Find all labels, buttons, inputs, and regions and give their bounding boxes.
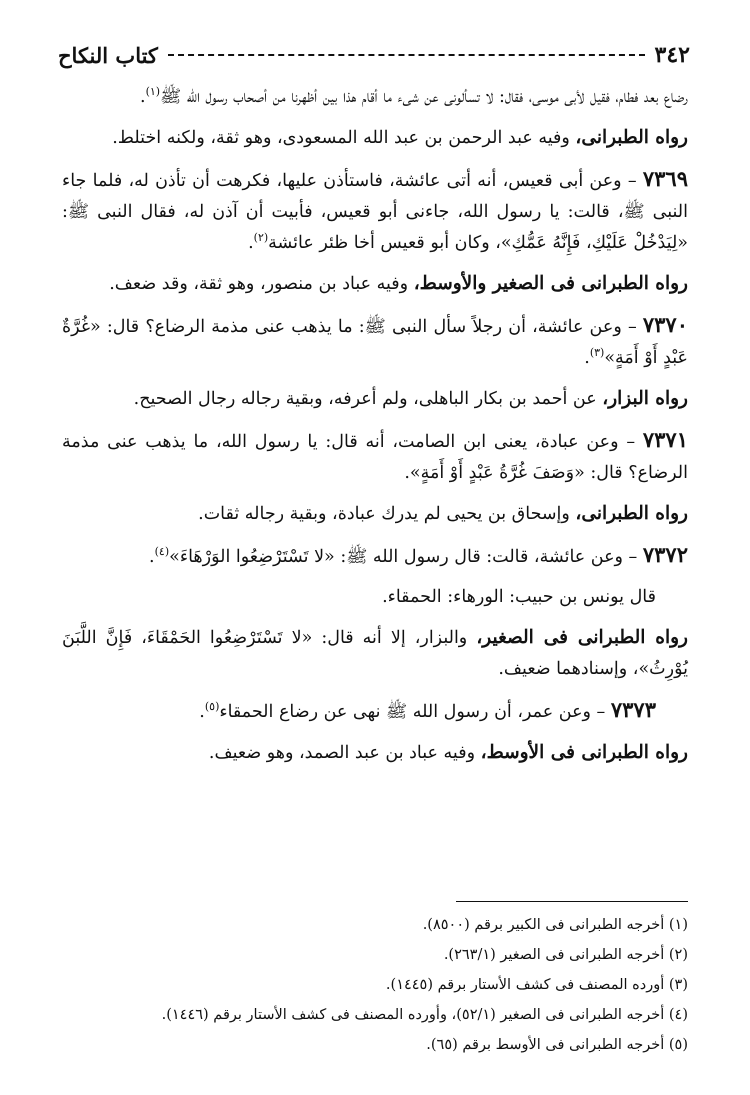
book-title: كتاب النكاح (58, 42, 158, 68)
footnote-ref: (٤) (154, 545, 170, 559)
source-note: رواه الطبرانى فى الصغير، والبزار، إلا أنه قال: «لا تَسْتَرْضِعُوا الحَمْقَاءَ، فَإِنَّ اللَّبَنَ يُوْرِثُ»، وإسنادهما ضعيف. (62, 627, 688, 679)
page-number: ٣٤٢ (654, 42, 690, 68)
footnotes (62, 910, 688, 1060)
hadith-entry: ٧٣٧٠ – وعن عائشة، أن رجلاً سأل النبى ﷺ: ما يذهب عنى مذمة الرضاع؟ قال: «غُرَّةٌ عَبْدٍ أَوْ أَمَةٍ»$^{(٣)}$. (62, 312, 688, 368)
page-header (58, 38, 690, 72)
hadith-number: ٧٣٧١ (642, 427, 688, 452)
source-note: رواه الطبرانى فى الأوسط، وفيه عباد بن عبد الصمد، وهو ضعيف. (208, 742, 688, 763)
main-text (62, 82, 688, 769)
footnote-ref: (٢) (253, 231, 269, 245)
footnote: (٣) أورده المصنف فى كشف الأستار برقم (١٤٤٥). (385, 977, 688, 993)
source-note: رواه البزار، عن أحمد بن بكار الباهلى، ولم أعرفه، وبقية رجاله رجال الصحيح. (133, 388, 688, 409)
paragraph: قال يونس بن حبيب: الورهاء: الحمقاء. (382, 587, 656, 607)
hadith-number: ٧٣٧٢ (642, 542, 688, 567)
hadith-number: ٧٣٧٠ (642, 312, 688, 337)
paragraph: رضاع بعد فطام، فقيل لأبى موسى، فقال: لا تسألونى عن شىء ما أقام هذا بين أظهرنا من أصحاب رسول الله ﷺ$^{(١)}$. (140, 85, 688, 107)
footnote: (٤) أخرجه الطبرانى فى الصغير (٥٢/١)، وأورده المصنف فى كشف الأستار برقم (١٤٤٦). (161, 1007, 688, 1023)
footnote: (٢) أخرجه الطبرانى فى الصغير (٢٦٣/١). (443, 947, 688, 963)
hadith-entry: ٧٣٦٩ – وعن أبى قعيس، أنه أتى عائشة، فاستأذن عليها، فكرهت أن تأذن له، فلما جاء النبى ﷺ، قالت: يا رسول الله، جاءنى أبو قعيس، فأبيت أن آذن له، فقال النبى ﷺ: «لِيَدْخُلْ عَلَيْكِ، فَإِنَّهُ عَمُّكِ»، وكان أبو قعيس أخا ظئر عائشة$^{(٢)}$. (62, 166, 688, 253)
footnote-ref: (١) (145, 85, 161, 99)
source-note: رواه الطبرانى، وفيه عبد الرحمن بن عبد الله المسعودى، وهو ثقة، ولكنه اختلط. (112, 127, 688, 148)
footnote-ref: (٥) (204, 700, 220, 714)
footnote: (١) أخرجه الطبرانى فى الكبير برقم (٨٥٠٠). (422, 917, 688, 933)
hadith-entry: ٧٣٧١ – وعن عبادة، يعنى ابن الصامت، أنه قال: يا رسول الله، ما يذهب عنى مذمة الرضاع؟ قال: «وَصَفَ غُرَّةُ عَبْدٍ أَوْ أَمَةٍ». (62, 427, 688, 483)
source-note: رواه الطبرانى، وإسحاق بن يحيى لم يدرك عبادة، وبقية رجاله ثقات. (198, 503, 688, 524)
hadith-entry: ٧٣٧٣ – وعن عمر، أن رسول الله ﷺ نهى عن رضاع الحمقاء$^{(٥)}$. (199, 697, 656, 722)
hadith-number: ٧٣٧٣ (610, 697, 656, 722)
hadith-entry: ٧٣٧٢ – وعن عائشة، قالت: قال رسول الله ﷺ: «لا تَسْتَرْضِعُوا الوَرْهَاءَ»$^{(٤)}$. (149, 542, 688, 567)
header-divider (168, 54, 645, 56)
footnote-divider (456, 901, 688, 902)
source-note: رواه الطبرانى فى الصغير والأوسط، وفيه عباد بن منصور، وهو ثقة، وقد ضعف. (109, 273, 688, 294)
footnote: (٥) أخرجه الطبرانى فى الأوسط برقم (٦٥). (426, 1037, 688, 1053)
footnote-ref: (٣) (589, 346, 605, 360)
hadith-number: ٧٣٦٩ (642, 166, 688, 191)
